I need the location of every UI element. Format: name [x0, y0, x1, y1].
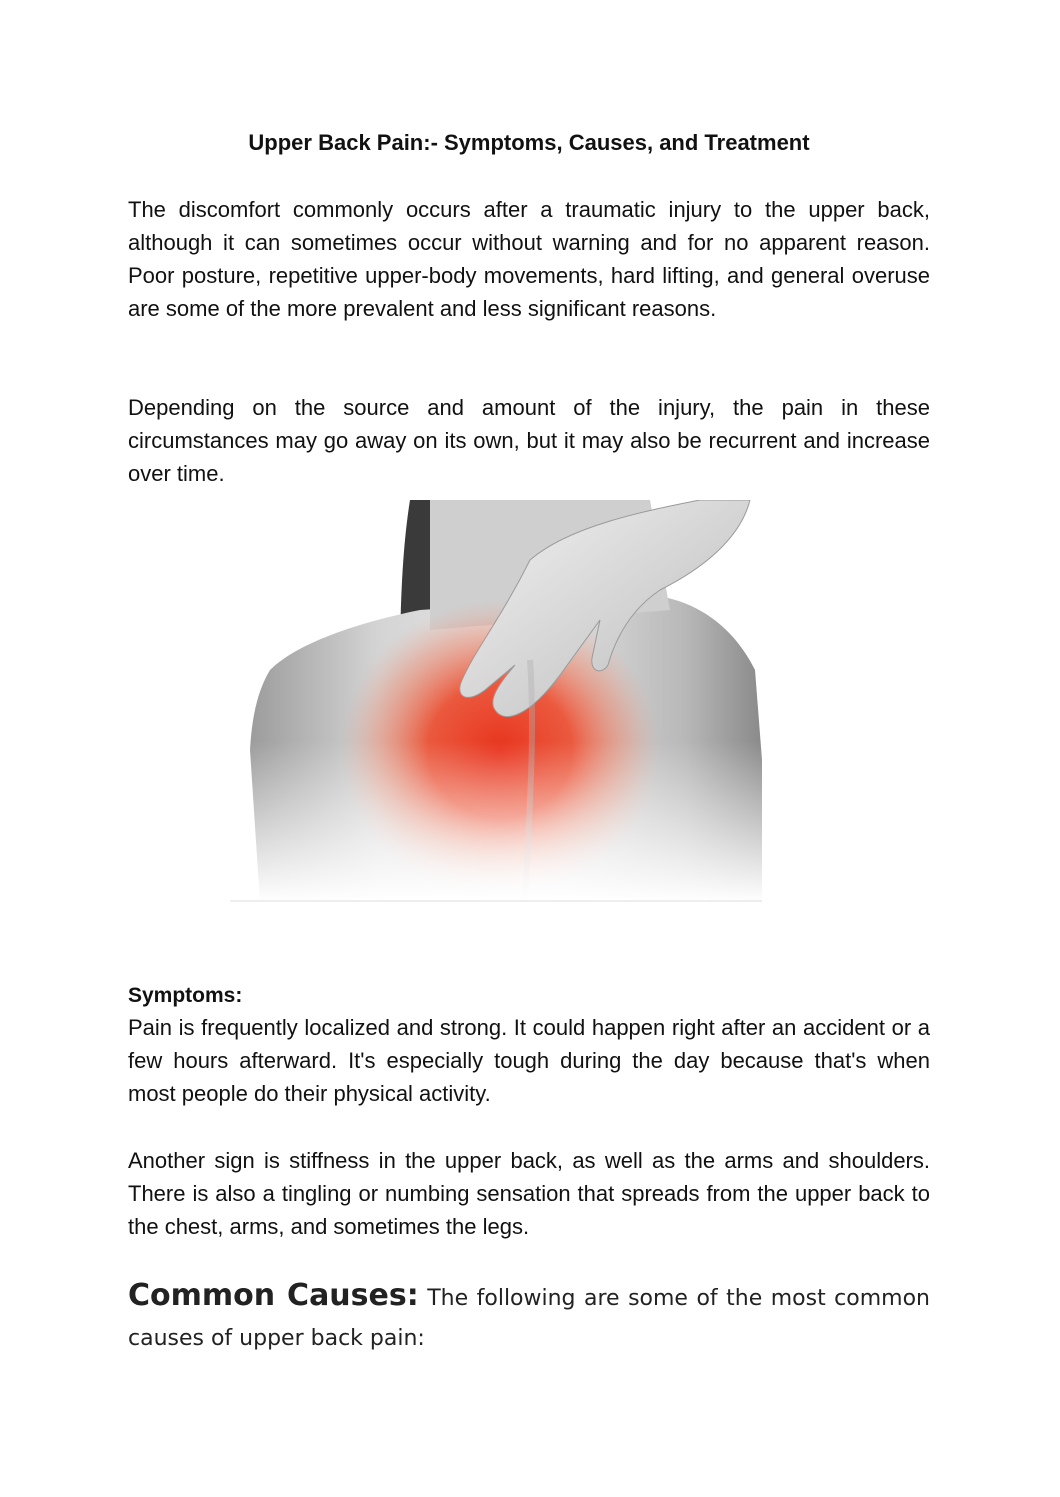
- intro-paragraph-1: The discomfort commonly occurs after a traumatic injury to the upper back, although it can sometimes occur without warning and for no apparent reason. Poor posture, repetitive upper-body movements, hard lifting, and general overuse are some of the more prevalent and less significant reasons.: [128, 197, 930, 321]
- back-pain-photo-icon: [230, 500, 762, 902]
- symptoms-paragraph-2: Another sign is stiffness in the upper back, as well as the arms and shoulders. There is also a tingling or numbing sensation that spreads from the upper back to the chest, arms, and sometimes the legs.: [128, 1148, 930, 1239]
- causes-section: [128, 1276, 930, 1359]
- causes-heading: Common Causes:: [128, 1278, 419, 1313]
- symptoms-paragraph-1: Pain is frequently localized and strong. It could happen right after an accident or a few hours afterward. It's especially tough during the day because that's when most people do their physical activity.: [128, 1015, 930, 1106]
- symptoms-heading: Symptoms:: [128, 984, 243, 1007]
- intro-paragraph-2: Depending on the source and amount of the injury, the pain in these circumstances may go away on its own, but it may also be recurrent and increase over time.: [128, 395, 930, 486]
- page-title: Upper Back Pain:- Symptoms, Causes, and Treatment: [248, 130, 810, 155]
- causes-text: The following are some of the most common causes of upper back pain:: [128, 1286, 931, 1351]
